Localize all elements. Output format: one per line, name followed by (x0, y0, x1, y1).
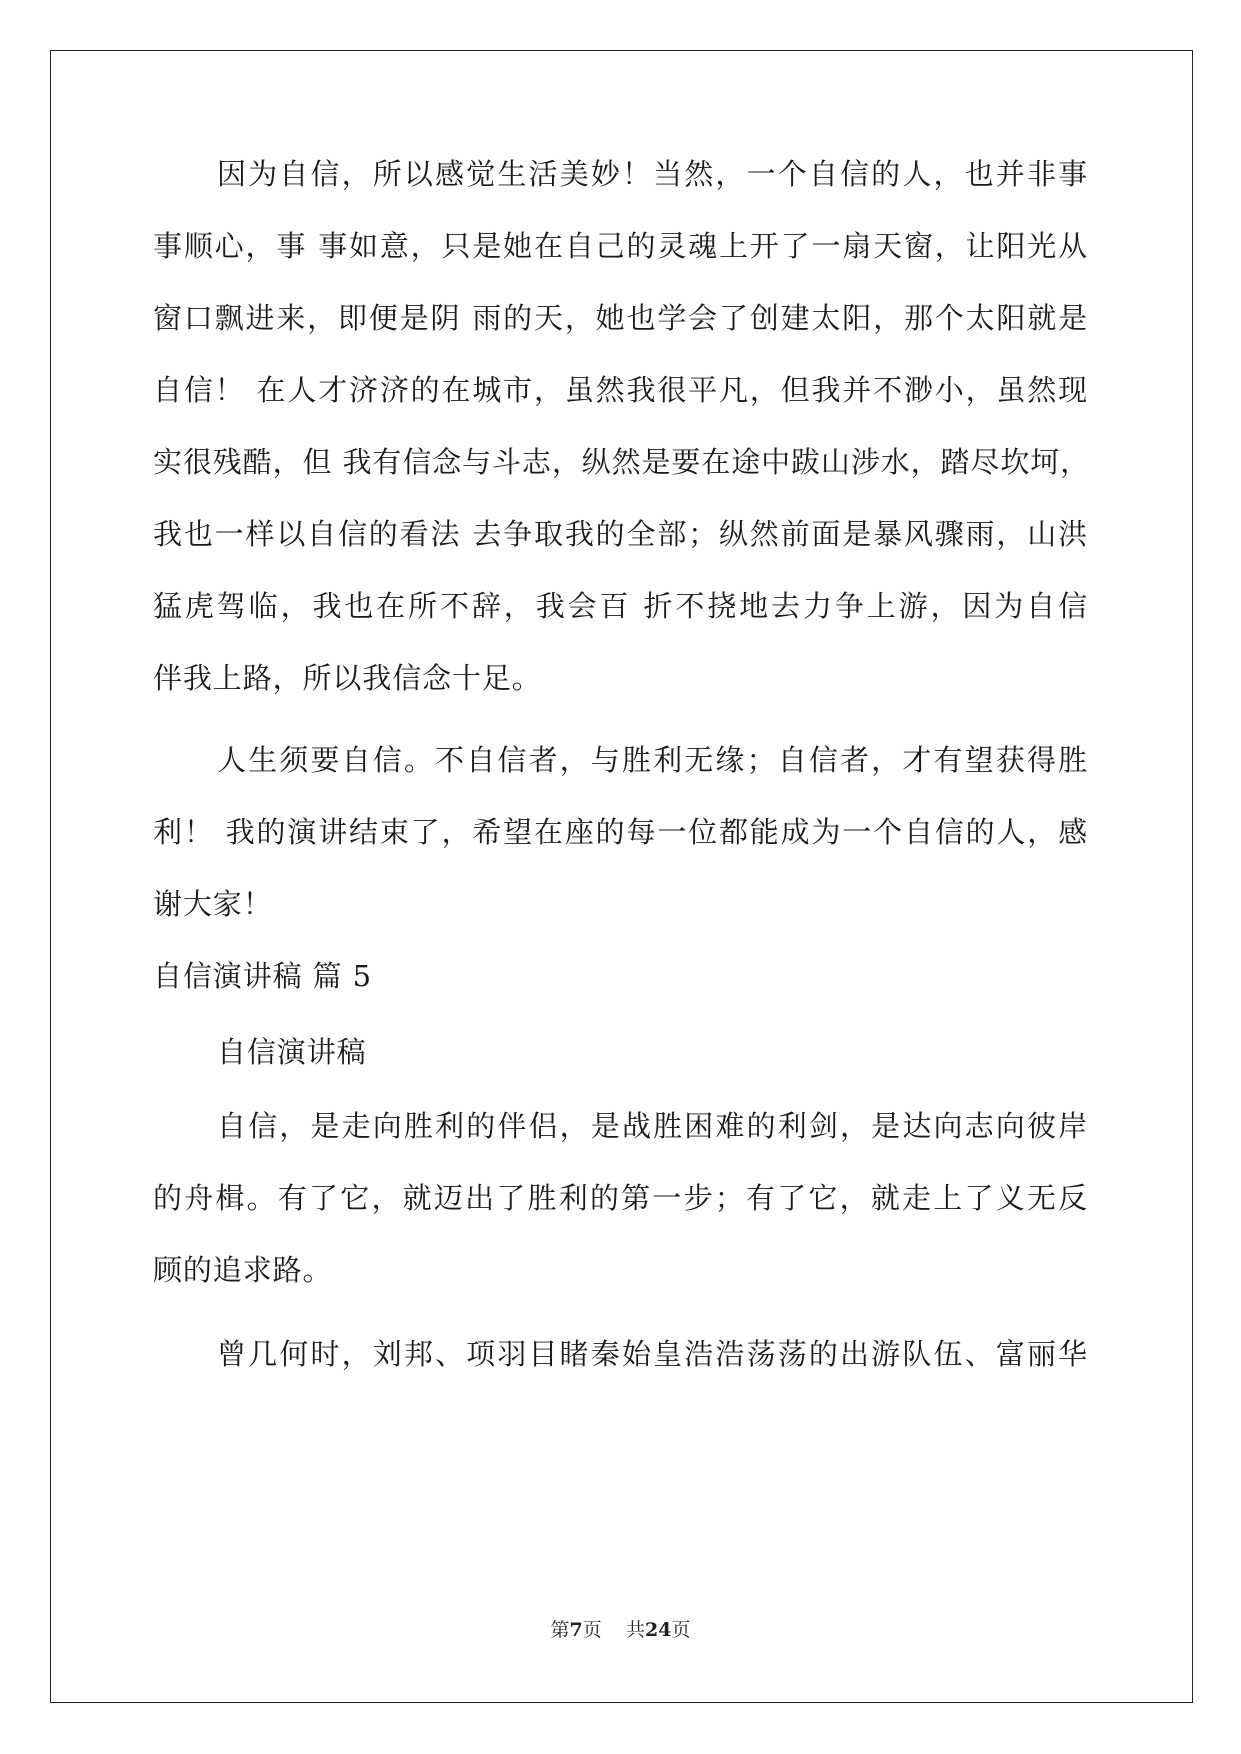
paragraph-line: 自信，是走向胜利的伴侣，是战胜困难的利剑，是达向志向彼岸 (217, 1109, 1088, 1143)
paragraph-line: 窗口飘进来，即便是阴 雨的天，她也学会了创建太阳，那个太阳就是 (153, 301, 1088, 335)
paragraph-line: 自信！ 在人才济济的在城市，虽然我很平凡，但我并不渺小，虽然现 (153, 373, 1088, 407)
paragraph-line: 人生须要自信。不自信者，与胜利无缘；自信者，才有望获得胜 (217, 743, 1088, 777)
section-heading: 自信演讲稿 篇 5 (153, 959, 372, 993)
paragraph-line: 谢大家！ (153, 887, 273, 921)
paragraph-line: 我也一样以自信的看法 去争取我的全部；纵然前面是暴风骤雨，山洪 (153, 517, 1088, 551)
paragraph-line: 实很残酷，但 我有信念与斗志，纵然是要在途中跋山涉水，踏尽坎坷， (153, 445, 1091, 479)
paragraph-line: 顾的追求路。 (153, 1253, 333, 1287)
page-number: 7 (569, 1619, 583, 1641)
total-pages: 24 (644, 1619, 672, 1641)
paragraph-line: 事顺心，事 事如意，只是她在自己的灵魂上开了一扇天窗，让阳光从 (153, 229, 1088, 263)
paragraph-line: 曾几何时，刘邦、项羽目睹秦始皇浩浩荡荡的出游队伍、富丽华 (217, 1337, 1088, 1371)
paragraph-line: 伴我上路，所以我信念十足。 (153, 661, 542, 695)
page-prefix: 第 (550, 1619, 570, 1641)
paragraph-line: 利！ 我的演讲结束了，希望在座的每一位都能成为一个自信的人，感 (153, 815, 1088, 849)
total-suffix: 页 (671, 1619, 691, 1641)
speech-title: 自信演讲稿 (217, 1035, 367, 1069)
page-suffix: 页 (582, 1619, 602, 1641)
page-footer (0, 1618, 1241, 1642)
paragraph-line: 因为自信，所以感觉生活美妙！当然，一个自信的人，也并非事 (217, 157, 1088, 191)
paragraph-line: 的舟楫。有了它，就迈出了胜利的第一步；有了它，就走上了义无反 (153, 1181, 1088, 1215)
total-prefix: 共 (625, 1619, 645, 1641)
paragraph-line: 猛虎驾临，我也在所不辞，我会百 折不挠地去力争上游，因为自信 (153, 589, 1088, 623)
